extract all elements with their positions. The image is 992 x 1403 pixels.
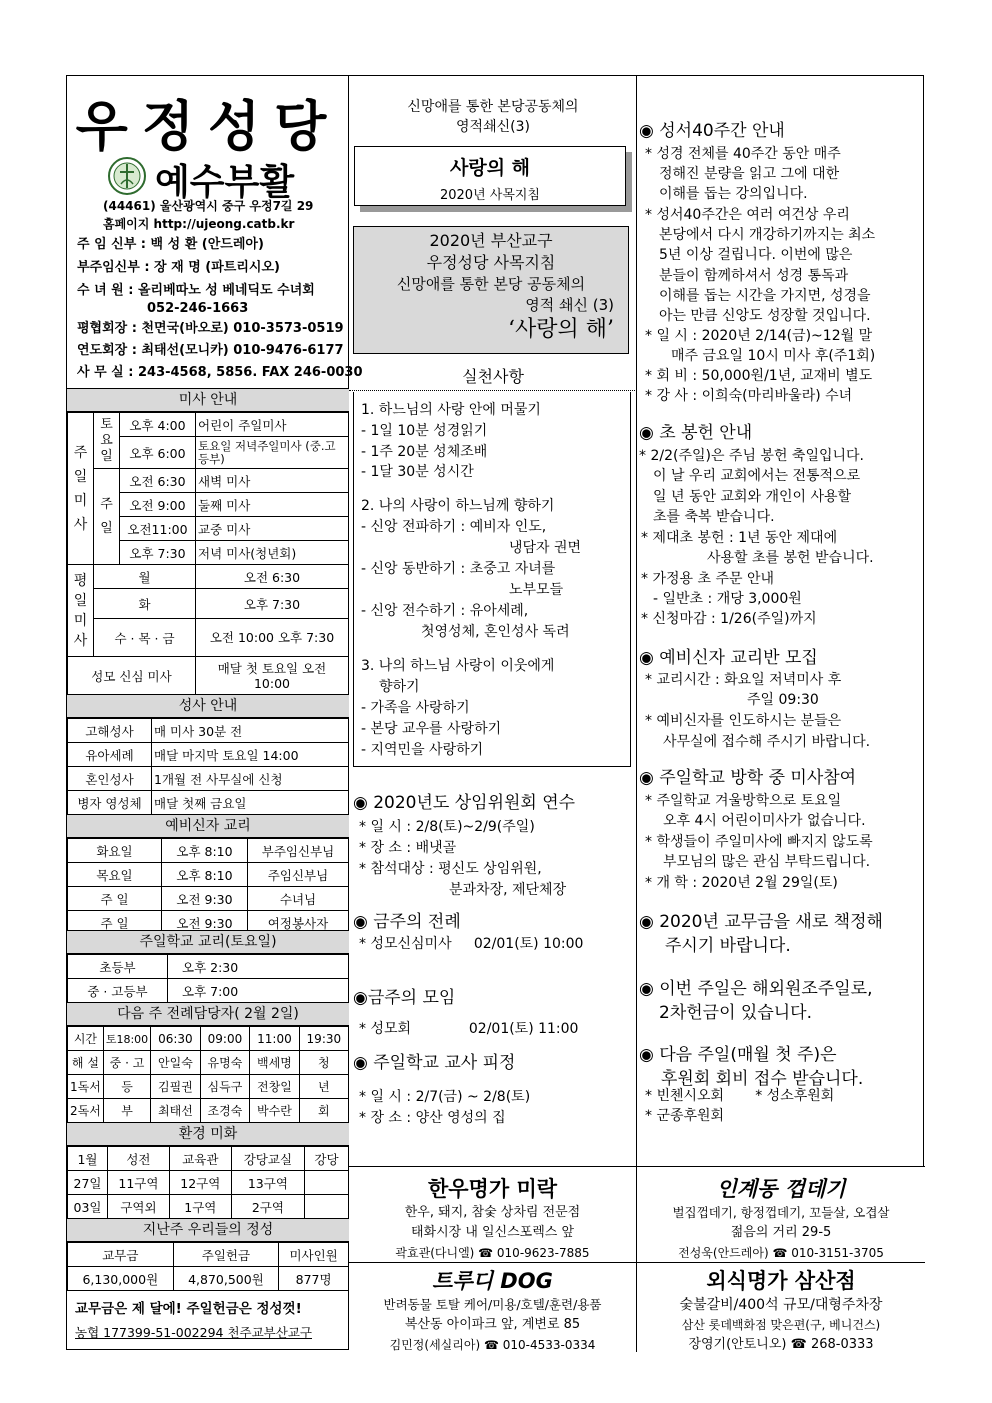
sacrament-name: 고해성사 [68,719,152,743]
left-column [67,76,363,1349]
practice-heading: 2. 나의 사랑이 하느님께 향하기 [361,498,555,514]
section-line: 주일 09:30 [747,692,819,708]
mass-time: 오후 6:00 [120,437,196,469]
cleaning-head: 1월 [68,1147,108,1171]
weekday-day: 수 · 목 · 금 [94,619,196,657]
staff-pastor: 주 임 신부 : 백 성 환 (안드레아) [77,237,264,252]
section-title: ◉ 예비신자 교리반 모집 [639,648,818,668]
section-line: 이 날 우리 교회에서는 전통적으로 [653,468,861,484]
saturday-label: 토요일 [94,413,120,469]
news-title: ◉ 금주의 전례 [353,912,461,932]
cleaning-cell: 구역외 [108,1195,170,1219]
offering-value: 4,870,500원 [173,1267,279,1291]
school-time: 오후 2:30 [168,955,349,979]
section-line: 일 년 동안 교회와 개인이 사용할 [653,489,852,505]
section-line: 초를 축복 받습니다. [653,509,775,525]
ad-title: 트루디 DOG [432,1269,553,1293]
practice-heading: 1. 하느님의 사랑 안에 머물기 [361,402,541,418]
offering-head: 미사인원 [279,1243,349,1267]
ad-title: 외식명가 삼산점 [706,1269,856,1293]
mass-name: 둘째 미사 [196,493,349,517]
cleaning-cell: 2구역 [231,1195,304,1219]
news-line: * 성모회 02/01(토) 11:00 [359,1021,579,1037]
liturgy-cell: 1독서 [68,1075,104,1099]
offering-head: 주일헌금 [173,1243,279,1267]
offering-header: 지난주 우리들의 정성 [67,1218,349,1242]
practice-item: - 1달 30분 성시간 [361,464,474,480]
sunday-mass-label: 주일미사 [68,413,94,565]
news-line: * 일 시 : 2/7(금) ~ 2/8(토) [359,1089,531,1105]
school-grade: 중 · 고등부 [68,979,168,1003]
weekday-mass-label: 평일미사 [68,565,94,657]
liturgy-head: 11:00 [250,1027,300,1051]
section-line: * 가정용 초 주문 안내 [641,571,774,587]
class-time: 오전 9:30 [162,911,248,935]
sacrament-name: 혼인성사 [68,767,152,791]
class-day: 화요일 [68,839,162,863]
liturgy-cell: 백세명 [250,1051,300,1075]
news-title: ◉ 2020년도 상임위원회 연수 [353,793,576,813]
liturgy-cell: 심득구 [200,1075,250,1099]
catechumen-header: 예비신자 교리 [67,814,349,838]
section-line: * 2/2(주일)은 주님 봉헌 축일입니다. [639,448,864,464]
practice-heading: 3. 나의 하느님 사랑이 이웃에게 [361,658,555,674]
liturgy-cell: 조경숙 [200,1099,250,1123]
liturgy-head: 09:00 [200,1027,250,1051]
sacrament-info: 매 미사 30분 전 [152,719,349,743]
liturgy-cell: 안일숙 [151,1051,201,1075]
section-title: ◉ 초 봉헌 안내 [639,423,753,443]
cleaning-cell: 27일 [68,1171,108,1195]
section-line: * 예비신자를 인도하시는 분들은 [645,713,842,729]
mass-time: 오후 4:00 [120,413,196,437]
section-line: * 일 시 : 2020년 2/14(금)~12월 말 [645,328,873,344]
practice-item: 노부모들 [509,582,564,598]
middle-column [349,76,637,1349]
section-line: * 강 사 : 이희숙(마리바울라) 수녀 [645,388,853,404]
notice-line: * 빈첸시오회 * 성소후원회 [645,1088,835,1104]
bank-account: 농협 177399-51-002294 천주교부산교구 [75,1325,312,1340]
section-line: 아는 만큼 신앙도 성장할 것입니다. [659,308,871,324]
section-line: * 신청마감 : 1/26(주일)까지 [641,611,817,627]
mass-time: 오전 6:30 [120,469,196,493]
liturgy-head: 시간 [68,1027,104,1051]
liturgy-cell: 전창일 [250,1075,300,1099]
liturgy-cell: 중 · 고 [103,1051,150,1075]
bulletin-page [66,75,924,1350]
weekday-day: 월 [94,565,196,589]
address: (44461) 울산광역시 중구 우정7길 29 [103,199,314,213]
practice-item: - 본당 교우를 사랑하기 [361,721,502,737]
marian-mass-time: 매달 첫 토요일 오전 10:00 [196,657,349,695]
liturgy-cell: 년 [299,1075,348,1099]
mass-guide-header: 미사 안내 [67,388,349,412]
ad-line: 한우, 돼지, 참숯 상차림 전문점 [404,1205,581,1220]
sunday-school-header: 주일학교 교리(토요일) [67,930,349,954]
practice-heading: 향하기 [379,679,420,695]
liturgy-cell: 부 [103,1099,150,1123]
homepage-link[interactable]: 홈페이지 http://ujeong.catb.kr [103,217,295,231]
liturgy-header: 다음 주 전례담당자( 2월 2일) [67,1002,349,1026]
class-day: 주 일 [68,887,162,911]
section-line: 정해진 분량을 읽고 그에 대한 [659,166,840,182]
staff-convent: 수 녀 원 : 올리베따노 성 베네딕도 수녀회 [77,283,315,298]
mass-name: 저녁 미사(청년회) [196,541,349,565]
section-line: 본당에서 다시 개강하기까지는 최소 [659,227,876,243]
section-line: - 일반초 : 개당 3,000원 [653,591,802,607]
section-line: 이해를 돕는 강의입니다. [659,186,808,202]
section-line: * 주일학교 겨울방학으로 토요일 [645,793,842,809]
mass-name: 어린이 주일미사 [196,413,349,437]
parish-title: 우정성당 [75,95,341,158]
school-grade: 초등부 [68,955,168,979]
liturgy-cell: 해 설 [68,1051,104,1075]
notice-line: ◉ 2020년 교무금을 새로 책정해 [639,912,883,932]
weekday-day: 화 [94,589,196,619]
offering-value: 6,130,000원 [68,1267,174,1291]
notice-line: ◉ 이번 주일은 해외원조주일로, [639,979,873,999]
class-teacher: 부주임신부님 [248,839,349,863]
offering-slogan: 교무금은 제 달에! 주일헌금은 정성껏! [75,1301,302,1317]
ad-line: 태화시장 내 일신스포렉스 앞 [410,1225,575,1240]
cleaning-head: 강당교실 [231,1147,304,1171]
staff-funeral: 연도회장 : 최태선(모니카) 010-9476-6177 [77,343,344,358]
subtitle-jesus-resurrection: 예수부활 [155,161,295,203]
sacrament-info: 매달 마지막 토요일 14:00 [152,743,349,767]
section-line: * 회 비 : 50,000원/1년, 교재비 별도 [645,368,873,384]
cleaning-cell: 1구역 [169,1195,231,1219]
class-teacher: 수녀님 [248,887,349,911]
liturgy-table [67,1026,349,1123]
news-line: 분과차장, 제단체장 [449,882,567,898]
news-line: * 성모신심미사 02/01(토) 10:00 [359,936,584,952]
class-day: 주 일 [68,911,162,935]
ad-line: 벌집껍데기, 항정껍데기, 꼬들살, 오겹살 [672,1205,890,1220]
guideline-line: 우정성당 사목지침 [426,253,556,272]
ad-line: 복산동 아이파크 앞, 계변로 85 [404,1317,581,1332]
cleaning-header: 환경 미화 [67,1122,349,1146]
banner-subtitle: 2020년 사목지침 [439,188,540,203]
ad-card [637,1263,925,1352]
section-line: 오후 4시 어린이미사가 없습니다. [663,813,866,829]
ad-line: 장영기(안토니오) ☎ 268-0333 [688,1337,874,1352]
liturgy-head: 06:30 [151,1027,201,1051]
sacrament-name: 병자 영성체 [68,791,152,815]
practice-item: - 가족을 사랑하기 [361,700,470,716]
mass-time: 오전 9:00 [120,493,196,517]
class-teacher: 여정봉사자 [248,911,349,935]
practice-item: - 1일 10분 성경읽기 [361,423,488,439]
mass-name: 교중 미사 [196,517,349,541]
mass-time: 오전11:00 [120,517,196,541]
notice-line: 후원회 회비 접수 받습니다. [661,1069,864,1089]
class-teacher: 주임신부님 [248,863,349,887]
mass-name: 토요일 저녁주일미사 (중.고등부) [196,437,349,469]
section-line: 사용할 초를 봉헌 받습니다. [707,550,874,566]
liturgy-cell: 2독서 [68,1099,104,1123]
weekday-time: 오전 6:30 [196,565,349,589]
catechumen-table [67,838,349,935]
offering-value: 877명 [279,1267,349,1291]
liturgy-head: 19:30 [299,1027,348,1051]
ad-title: 한우명가 미락 [427,1177,558,1201]
practice-item: - 신앙 전파하기 : 예비자 인도, [361,519,547,535]
sacrament-info: 매달 첫째 금요일 [152,791,349,815]
guideline-line: 2020년 부산교구 [429,231,553,250]
notice-line: 주시기 바랍니다. [665,936,791,956]
liturgy-cell: 유명숙 [200,1051,250,1075]
practice-item: 냉담자 권면 [509,540,582,556]
news-title: ◉ 주일학교 교사 피정 [353,1053,516,1073]
staff-office: 사 무 실 : 243-4568, 5856. FAX 246-0030 [77,365,363,380]
section-line: * 개 학 : 2020년 2월 29일(토) [645,875,838,891]
news-line: * 장 소 : 양산 영성의 집 [359,1110,506,1126]
ad-title: 인계동 껍데기 [716,1177,846,1201]
liturgy-head: 토18:00 [103,1027,150,1051]
offering-head: 교무금 [68,1243,174,1267]
cleaning-cell: 03일 [68,1195,108,1219]
section-title: ◉ 성서40주간 안내 [639,121,785,141]
class-time: 오전 9:30 [162,887,248,911]
liturgy-cell: 박수란 [250,1099,300,1123]
sacrament-header: 성사 안내 [67,694,349,718]
cleaning-cell: 12구역 [169,1171,231,1195]
liturgy-cell: 등 [103,1075,150,1099]
news-line: * 장 소 : 배냇골 [359,840,457,856]
mass-name: 새벽 미사 [196,469,349,493]
class-day: 목요일 [68,863,162,887]
ad-line: 삼산 롯데백화점 맞은편(구, 베니건스) [681,1318,881,1332]
sacrament-info: 1개월 전 사무실에 신청 [152,767,349,791]
section-line: 매주 금요일 10시 미사 후(주1회) [671,348,876,364]
sunday-label: 주일 [94,469,120,565]
marian-mass-label: 성모 신심 미사 [68,657,196,695]
mass-table [67,412,349,695]
section-line: 부모님의 많은 관심 부탁드립니다. [663,854,871,870]
sacrament-table [67,718,349,815]
ad-card [349,1263,637,1352]
practice-item: 첫영성체, 혼인성사 독려 [421,624,570,640]
notice-line: ◉ 다음 주일(매월 첫 주)은 [639,1045,837,1065]
cleaning-cell: 13구역 [231,1171,304,1195]
ad-line: 전성욱(안드레아) ☎ 010-3151-3705 [678,1246,884,1260]
cleaning-cell [305,1171,349,1195]
ad-card [349,1167,637,1263]
cleaning-head: 교육관 [169,1147,231,1171]
notice-line: * 군종후원회 [645,1108,725,1124]
section-line: * 성경 전체를 40주간 동안 매주 [645,146,841,162]
ad-line: 김민정(세실리아) ☎ 010-4533-0334 [389,1338,596,1352]
mass-time: 오후 7:30 [120,541,196,565]
staff-assistant: 부주임신부 : 장 재 명 (파트리시오) [77,260,280,275]
right-column [637,76,925,1349]
practice-item: - 지역민을 사랑하기 [361,742,484,758]
section-line: * 제대초 봉헌 : 1년 동안 제대에 [641,530,838,546]
guideline-line: ‘사랑의 해’ [508,317,614,342]
year-banner [354,146,626,206]
weekday-time: 오후 7:30 [196,589,349,619]
school-time: 오후 7:00 [168,979,349,1003]
notice-line: 2차헌금이 있습니다. [659,1003,812,1023]
liturgy-cell: 회 [299,1099,348,1123]
ad-line: 숯불갈비/400석 규모/대형주차장 [679,1297,883,1313]
practice-item: - 신앙 동반하기 : 초중고 자녀를 [361,561,556,577]
liturgy-cell: 김필권 [151,1075,201,1099]
section-line: * 학생들이 주일미사에 빠지지 않도록 [645,834,873,850]
section-line: * 성서40주간은 여러 여건상 우리 [645,207,850,223]
cleaning-table [67,1146,349,1219]
news-line: * 참석대상 : 평신도 상임위원, [359,861,542,877]
ad-line: 반려동물 토탈 케어/미용/호텔/훈련/용품 [383,1297,602,1312]
pastoral-guideline-box [353,226,629,354]
liturgy-cell: 최태선 [151,1099,201,1123]
section-line: 분들이 함께하셔서 성경 통독과 [659,268,849,284]
class-time: 오후 8:10 [162,863,248,887]
sunday-school-table [67,954,349,1003]
guideline-line: 영적 쇄신 (3) [525,296,614,314]
cleaning-head: 강당 [305,1147,349,1171]
section-line: * 교리시간 : 화요일 저녁미사 후 [645,672,842,688]
sacrament-name: 유아세례 [68,743,152,767]
class-time: 오후 8:10 [162,839,248,863]
ad-line: 곽효관(다니엘) ☎ 010-9623-7885 [395,1246,590,1260]
staff-convent-phone: 052-246-1663 [147,301,249,316]
cleaning-head: 성전 [108,1147,170,1171]
liturgy-cell: 청 [299,1051,348,1075]
ad-area [349,1166,925,1351]
theme-line-1: 신망애를 통한 본당공동체의 [407,99,579,115]
ad-card [637,1167,925,1263]
cleaning-cell: 11구역 [108,1171,170,1195]
staff-council: 평협회장 : 천면국(바오로) 010-3573-0519 [77,321,344,336]
practice-item: - 1주 20분 성체조배 [361,444,488,460]
parish-emblem-icon [107,156,147,196]
news-title: ◉금주의 모임 [353,988,456,1008]
news-line: * 일 시 : 2/8(토)~2/9(주일) [359,819,535,835]
theme-line-2: 영적쇄신(3) [456,119,530,135]
practice-title: 실천사항 [462,367,524,386]
cleaning-cell [305,1195,349,1219]
ad-line: 젊음의 거리 29-5 [730,1225,832,1240]
section-line: 사무실에 접수해 주시기 바랍니다. [663,734,871,750]
section-line: 이해를 돕는 시간을 가지면, 성경을 [659,288,871,304]
offering-table [67,1242,349,1291]
weekday-time: 오전 10:00 오후 7:30 [196,619,349,657]
practice-item: - 신앙 전수하기 : 유아세례, [361,603,529,619]
dotted-divider [349,390,637,391]
section-title: ◉ 주일학교 방학 중 미사참여 [639,768,857,788]
section-line: 5년 이상 걸립니다. 이번에 많은 [659,247,853,263]
guideline-line: 신망애를 통한 본당 공동체의 [396,275,586,293]
banner-title: 사랑의 해 [449,157,531,179]
